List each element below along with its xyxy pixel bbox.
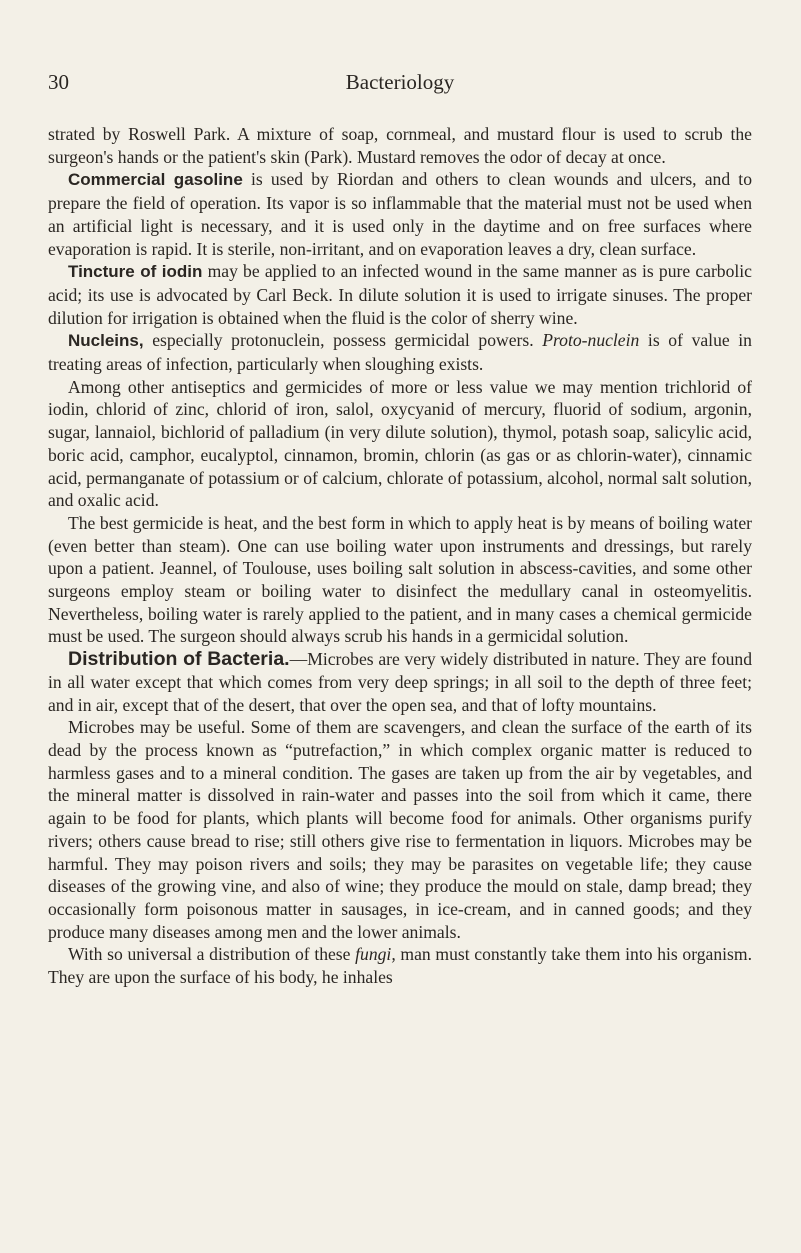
- paragraph-text: is of value in treating areas of infection, particularly when sloughing exists.: [48, 330, 752, 375]
- paragraph-heat: [48, 512, 752, 648]
- italic-term: Proto-nuclein: [542, 330, 640, 351]
- body-text: [48, 123, 752, 989]
- run-in-heading: Nucleins,: [68, 331, 144, 351]
- paragraph-text: The best germicide is heat, and the best form in which to apply heat is by means of boiling water (even better than steam). One can use boiling water upon instruments and dressings, but rarely upon a patient. Jeannel, of Toulouse, uses boiling salt solution in abscess-cavities, and some other surgeons employ steam or boiling water to disinfect the medullary canal in osteomyelitis. Nevertheless, boiling water is rarely applied to the patient, and in many cases a chemical germicide must be used. The surgeon should always scrub his hands in a germicidal solution.: [48, 512, 752, 647]
- italic-term: fungi,: [355, 944, 396, 965]
- paragraph-park: [48, 123, 752, 168]
- paragraph-text: is used by Riordan and others to clean wounds and ulcers, and to prepare the field of operation. Its vapor is so inflammable that the material must not be used when an artificial light is necessary, and it is used only in the daytime and on free surfaces where evaporation is rapid. It is sterile, non-irritant, and on evaporation leaves a dry, clean surface.: [48, 169, 752, 259]
- page-header: [48, 70, 752, 110]
- paragraph-commercial-gasoline: [48, 168, 752, 260]
- paragraph-microbes-useful: [48, 716, 752, 943]
- paragraph-other-antiseptics: [48, 376, 752, 512]
- running-title: Bacteriology: [345, 70, 455, 94]
- paragraph-text: man must constantly take them into his organism. They are upon the surface of his body, he inhales: [48, 944, 752, 988]
- section-heading: Distribution of Bacteria.: [68, 648, 290, 671]
- paragraph-text: strated by Roswell Park. A mixture of soap, cornmeal, and mustard flour is used to scrub the surgeon's hands or the patient's skin (Park). Mustard removes the odor of decay at once.: [48, 124, 752, 167]
- run-in-heading: Tincture of iodin: [68, 262, 203, 282]
- paragraph-distribution: [48, 648, 752, 716]
- page-number: 30: [48, 70, 69, 94]
- paragraph-tincture-of-iodin: [48, 260, 752, 329]
- paragraph-universal-distribution: [48, 943, 752, 988]
- paragraph-text: Microbes may be useful. Some of them are scavengers, and clean the surface of the earth of its dead by the process known as “putrefaction,” in which complex organic matter is reduced to harmless gases and to a mineral condition. The gases are taken up from the air by vegetables, and the mineral matter is dissolved in rain-water and passes into the soil from which it came, there again to be food for plants, which plants will become food for animals. Other organisms purify rivers; others cause bread to rise; still others give rise to fermentation in liquors. Microbes may be harmful. They may poison rivers and soils; they may be parasites on vegetable life; they cause diseases of the growing vine, and also of wine; they produce the mould on stale, damp bread; they occasionally form poisonous matter in sausages, in ice-cream, and in canned goods; and they produce many diseases among men and the lower animals.: [48, 717, 752, 942]
- paragraph-text: especially protonuclein, possess germicidal powers.: [143, 330, 543, 351]
- run-in-heading: Commercial gasoline: [68, 170, 243, 190]
- paragraph-text: Among other antiseptics and germicides of more or less value we may mention trichlorid of iodin, chlorid of zinc, chlorid of iron, salol, oxycyanid of mercury, fluorid of sodium, argonin, sugar, lannaiol, bichlorid of palladium (in very dilute solution), thymol, potash soap, salicylic acid, boric acid, camphor, eucalyptol, cinnamon, bromin, chlorin (as gas or as chlorin-water), cinnamic acid, permanganate of potassium or of calcium, chlorate of potassium, alcohol, normal salt solution, and oxalic acid.: [48, 376, 752, 511]
- paragraph-text: may be applied to an infected wound in the same manner as is pure carbolic acid; its use is advocated by Carl Beck. In dilute solution it is used to irrigate sinuses. The proper dilution for irrigation is obtained when the fluid is the color of sherry wine.: [48, 261, 752, 328]
- paragraph-text: —Microbes are very widely distributed in nature. They are found in all water except that which comes from very deep springs; in all soil to the depth of three feet; and in air, except that of the desert, that over the open sea, and that of lofty mountains.: [48, 649, 753, 715]
- paragraph-text: With so universal a distribution of these: [68, 944, 356, 965]
- paragraph-nucleins: [48, 329, 752, 375]
